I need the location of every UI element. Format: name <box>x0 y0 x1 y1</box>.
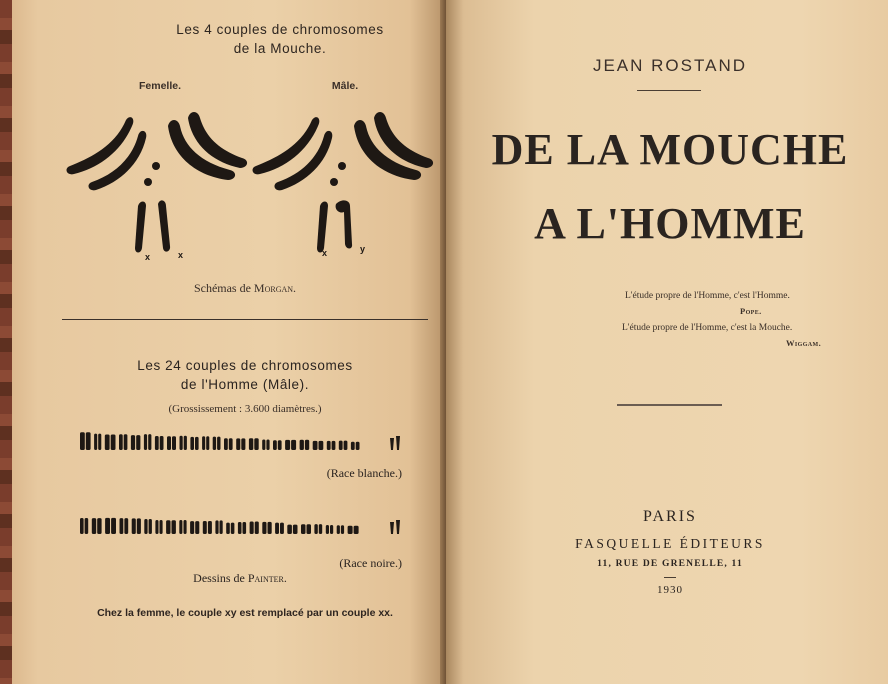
magnification-note: (Grossissement : 3.600 diamètres.) <box>168 403 322 415</box>
chromosome-male-dot-1 <box>338 162 346 170</box>
karyotype-chromosome <box>220 520 223 534</box>
karyotype-chromosome <box>213 437 216 450</box>
karyotype-chromosome <box>293 525 298 534</box>
karyotype-chromosome <box>300 440 304 450</box>
karyotype-chromosome <box>330 525 333 534</box>
karyotype-chromosome <box>155 520 158 534</box>
karyotype-chromosome <box>86 432 91 450</box>
karyotype-chromosome <box>266 440 269 451</box>
female-x-label-1: x <box>145 252 151 262</box>
karyotype-chromosome <box>111 518 116 534</box>
section-divider <box>62 319 428 320</box>
karyotype-chromosome <box>337 525 340 534</box>
karyotype-chromosome <box>262 440 265 451</box>
karyotype-sex-chromosomes <box>390 436 400 450</box>
female-x-label-2: x <box>178 250 184 260</box>
karyotype-chromosome <box>319 441 324 450</box>
credit-suffix: . <box>283 571 287 585</box>
chromosome-female-x2 <box>158 200 170 251</box>
karyotype-chromosome <box>344 441 348 450</box>
karyotype-chromosome <box>285 440 290 450</box>
caption-name-morgan: Morgan <box>253 281 294 295</box>
karyotype-chromosome <box>155 436 159 450</box>
credit-name-painter: Painter <box>247 571 284 585</box>
karyotype-chromosome <box>124 434 128 450</box>
karyotype-chromosome <box>94 434 97 450</box>
epigraph-rule <box>617 404 722 406</box>
epigraph-2-text: L'étude propre de l'Homme, c'est la Mouche. <box>622 323 793 333</box>
male-chromosomes <box>253 112 434 253</box>
karyotype-chromosome <box>105 518 110 534</box>
karyotype-chromosome <box>313 441 318 450</box>
karyotype-chromosome <box>119 434 123 450</box>
female-chromosomes <box>67 112 248 253</box>
publisher-name: FASQUELLE ÉDITEURS <box>575 536 765 551</box>
karyotype-chromosome <box>280 523 284 534</box>
karyotype-chromosome <box>80 518 84 534</box>
karyotype-chromosome <box>354 526 359 534</box>
chromosome-female-dot-1 <box>152 162 160 170</box>
karyotype-chromosome <box>111 435 116 451</box>
karyotype-chromosome <box>166 520 170 534</box>
fly-schematic-caption <box>60 281 430 296</box>
karyotype-chromosome <box>172 520 176 534</box>
karyotype-chromosome <box>319 524 322 534</box>
karyotype-chromosome <box>238 522 242 534</box>
karyotype-chromosome <box>262 522 266 534</box>
karyotype-chromosome <box>144 434 147 450</box>
karyotype-chromosome <box>202 436 205 450</box>
karyotype-chromosome <box>327 441 331 450</box>
race-white-label: (Race blanche.) <box>326 466 402 480</box>
chromosome-male-x <box>317 202 328 253</box>
fly-chromosomes-title-line2: de la Mouche. <box>233 41 327 56</box>
female-label: Femelle. <box>138 80 182 92</box>
fly-chromosomes-title-line1: Les 4 couples de chromosomes <box>176 22 384 37</box>
karyotype-chromosome <box>92 518 96 534</box>
karyotype-chromosome <box>97 518 101 534</box>
karyotype-chromosome <box>132 518 136 534</box>
karyotype-chromosome <box>356 442 360 450</box>
karyotype-chromosome <box>254 438 258 450</box>
epigraph-1-author: Pope. <box>740 306 762 316</box>
karyotype-chromosome <box>273 440 277 450</box>
karyotype-chromosome <box>131 435 135 450</box>
caption-prefix: Schémas de <box>193 281 254 295</box>
book-edge <box>0 0 12 684</box>
book-title-line2: A L'HOMME <box>534 199 806 248</box>
human-karyotype-black <box>78 512 408 542</box>
race-black-label: (Race noire.) <box>339 556 402 570</box>
karyotype-chromosome <box>148 434 151 450</box>
karyotype-chromosome <box>278 440 282 450</box>
karyotype-chromosome <box>291 440 296 450</box>
karyotype-chromosome <box>351 442 355 450</box>
address-dash <box>664 577 676 578</box>
karyotype-chromosome <box>249 438 253 450</box>
footnote-xy: Chez la femme, le couple xy est remplacé par un couple xx. <box>97 607 393 619</box>
fly-chromosome-schematic <box>60 108 440 268</box>
publication-year: 1930 <box>657 584 683 596</box>
karyotype-chromosome <box>172 436 176 450</box>
karyotype-chromosome <box>120 518 124 534</box>
karyotype-chromosome <box>136 435 140 450</box>
human-karyotype-white <box>78 428 408 458</box>
book-title-line1: DE LA MOUCHE <box>491 125 849 174</box>
karyotype-chromosome <box>287 525 292 534</box>
publisher-address: 11, RUE DE GRENELLE, 11 <box>597 559 743 569</box>
karyotype-chromosome <box>332 441 336 450</box>
epigraph-1-text: L'étude propre de l'Homme, c'est l'Homme. <box>625 291 790 301</box>
chromosome-female-x1 <box>135 202 146 253</box>
karyotype-chromosome <box>195 521 199 534</box>
karyotype-chromosome <box>105 435 110 451</box>
author-rule <box>637 90 701 91</box>
karyotype-chromosome <box>339 441 343 450</box>
karyotype-chromosome <box>203 521 207 534</box>
karyotype-chromosome <box>275 523 279 534</box>
karyotype-chromosome <box>348 526 353 534</box>
karyotype-chromosome <box>184 520 187 534</box>
karyotype-chromosome <box>85 518 89 534</box>
karyotype-chromosome <box>190 521 194 534</box>
chromosome-male-dot-2 <box>330 178 338 186</box>
karyotype-sex-chromosomes <box>390 520 400 534</box>
karyotype-chromosome <box>268 522 272 534</box>
karyotype-chromosome <box>190 437 194 450</box>
credit-prefix: Dessins de <box>193 571 248 585</box>
karyotype-chromosome <box>226 523 230 534</box>
karyotype-chromosome <box>236 438 240 450</box>
chromosome-male-y <box>336 200 352 248</box>
karyotype-chromosome <box>195 437 199 450</box>
karyotype-chromosome <box>224 438 228 450</box>
karyotype-chromosome <box>255 522 259 535</box>
karyotype-chromosome <box>215 520 218 534</box>
author-name: JEAN ROSTAND <box>592 56 748 75</box>
karyotype-chromosome <box>341 525 344 534</box>
karyotype-chromosome <box>307 524 312 534</box>
male-label: Mâle. <box>331 80 359 92</box>
karyotype-chromosome <box>326 525 329 534</box>
male-y-label: y <box>360 244 366 254</box>
karyotype-chromosome <box>305 440 309 450</box>
karyotype-chromosome <box>179 520 182 534</box>
karyotype-chromosome <box>137 518 141 534</box>
karyotype-chromosome <box>217 437 220 450</box>
chromosome-female-dot-2 <box>144 178 152 186</box>
karyotype-chromosome <box>124 518 128 534</box>
karyotype-chromosome <box>149 519 152 534</box>
human-chromosomes-title-line2: de l'Homme (Mâle). <box>180 377 310 392</box>
human-chromosomes-title-line1: Les 24 couples de chromosomes <box>137 358 353 373</box>
karyotype-chromosome <box>314 524 317 534</box>
karyotype-chromosome <box>80 432 85 450</box>
karyotype-chromosome <box>144 519 147 534</box>
publisher-city: PARIS <box>643 508 697 525</box>
karyotype-chromosome <box>98 434 101 450</box>
karyotype-chromosome <box>167 436 171 450</box>
karyotype-chromosome <box>250 522 254 535</box>
epigraph-2-author: Wiggam. <box>786 338 822 348</box>
karyotype-chromosome <box>208 521 212 534</box>
karyotype-chromosome <box>229 438 233 450</box>
karyotype-chromosome <box>231 523 235 534</box>
drawings-credit <box>150 571 330 586</box>
karyotype-chromosome <box>160 520 163 534</box>
karyotype-chromosome <box>184 436 187 450</box>
karyotype-chromosome <box>180 436 183 450</box>
karyotype-chromosome <box>301 524 306 534</box>
karyotype-chromosome <box>160 436 164 450</box>
caption-suffix: . <box>293 281 297 295</box>
karyotype-chromosome <box>241 438 245 450</box>
karyotype-chromosome <box>243 522 247 534</box>
male-x-label: x <box>322 248 328 258</box>
karyotype-chromosome <box>206 436 209 450</box>
